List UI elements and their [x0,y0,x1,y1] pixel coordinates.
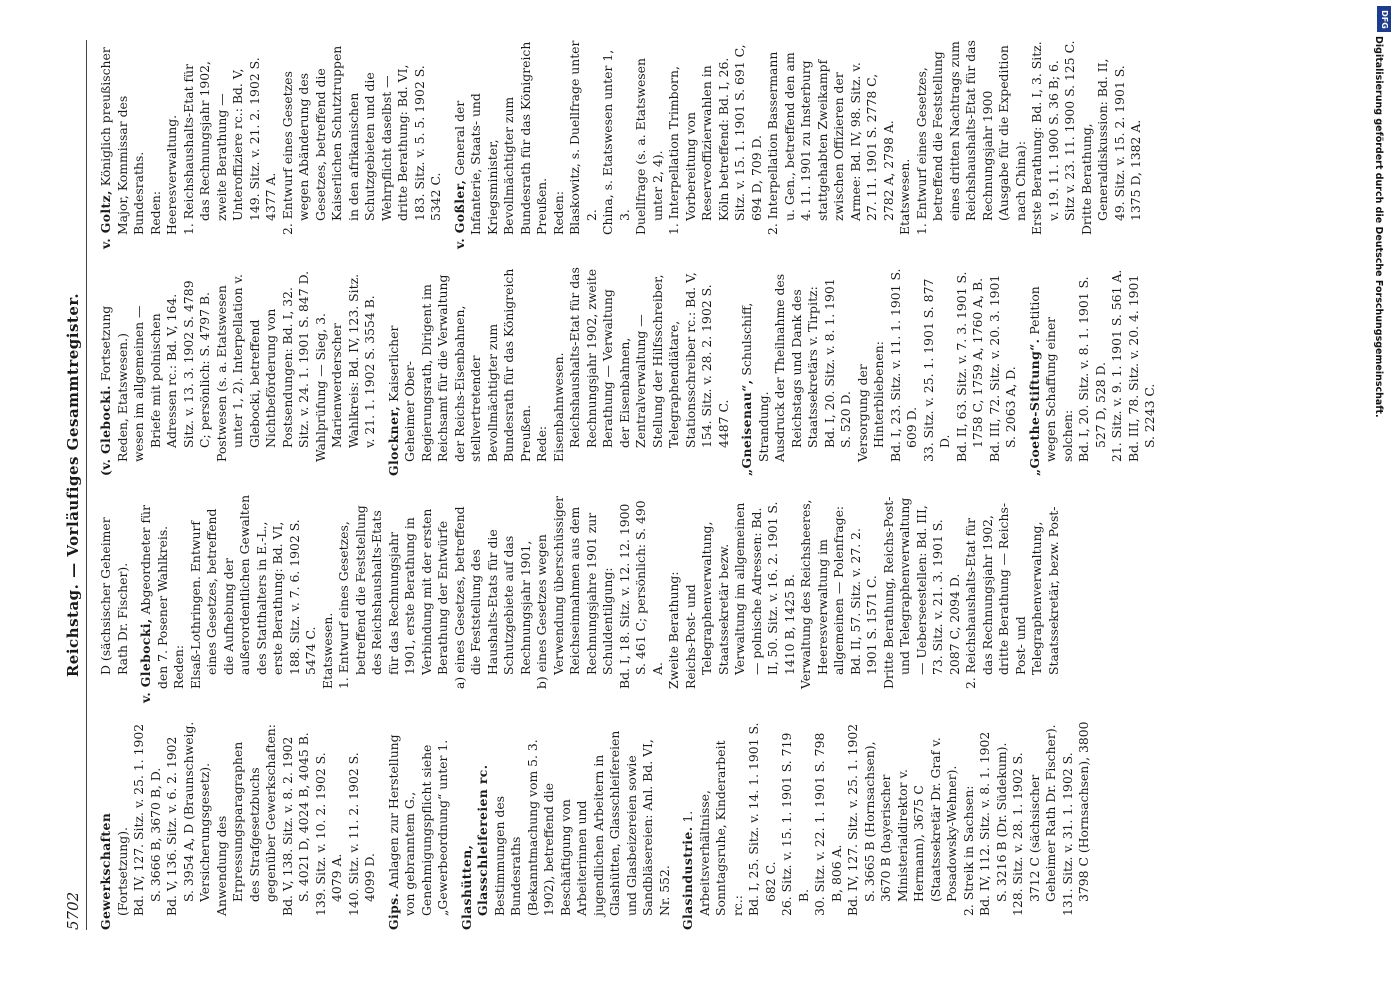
index-entry [138,494,1062,703]
index-entry-text: Kaiserlicher Geheimer Ober-Regierungsrath, Dirigent im Reichsamt für die Verwaltung der Reichs-Eisenbahnen, stellvertretender Bevollmächtigter zum Bundesrath für das Königreich Preußen. [385,268,533,462]
index-entry-line [386,721,452,930]
index-entry-line: Reden: [147,190,163,235]
dfg-logo-icon: DFG [1377,6,1391,32]
index-entry-line: Reichs-Post- und Telegraphenverwaltung, Staatssekretär bezw. Verwaltung im allgemeinen — polnische Adressen: Bd. II, 50. Sitz. v. 16. 2. 1901 S. 1410 B, 1425 B. [682,501,797,689]
index-entry-text: (Fortsetzung). [114,827,130,916]
index-entry-line: Reden: [171,644,186,689]
index-entry-text: 1. Arbeitsverhältnisse, Sonntagsruhe, Kinderarbeit rc.: [680,740,745,916]
index-entry [1027,267,1159,476]
index-entry-line: China, s. Etatswesen unter 1, 3. [600,49,632,235]
page-number: 5702 [64,891,82,930]
index-entry-line: Etatswesen. [319,612,335,689]
running-head: Reichstag. — Vorläufiges Gesammtregister. [64,292,82,678]
index-entry-line [680,721,746,930]
index-entry-text: General der Infanterie, Staats- und Kriegsminister, Bevollmächtigter zum Bundesrath für das Königreich Preußen. [451,41,549,235]
index-entry-line: Elsaß-Lothringen. Entwurf eines Gesetzes, betreffend die Aufhebung der außerordentlichen Gewalten des Statthalters in E.-L., erste Berathung: Bd. VI, 188. Sitz. v. 7. 6. 1902 S. 5474 C. [187,494,318,689]
index-entry-line [459,721,674,930]
index-entry-line [1027,267,1077,476]
index-entry-line: Bd. V, 136. Sitz. v. 6. 2. 1902 S. 3954 A, D (Braunschweig. Versicherungsgesetz). [164,721,212,916]
index-entry-line: Bd. III, 78. Sitz. v. 20. 4. 1901 S. 2243 C. [1125,274,1157,462]
index-entry-text: Abgeordneter für den 7. Posener Wahlkreis. [138,504,170,689]
index-entry [739,267,1020,476]
index-column-right [98,40,1318,476]
index-entry-line: Blaskowitz, s. Duellfrage unter 2. [567,40,599,235]
index-entry-line: Bd. I, 23. Sitz. v. 11. 1. 1901 S. 609 D. [887,268,919,462]
index-entry-line [739,267,772,476]
index-entry-line: 1. Interpellation Trimborn, Vorbereitung von Reserveoffizierwahlen in Köln betreffend: Bd. I, 26. Sitz. v. 15. 1. 1901 S. 691 C, 694 D, 709 D. [666,44,764,235]
index-keyword: v. Goltz, [98,190,113,249]
index-entry-line: Duellfrage (s. a. Etatswesen unter 2, 4). [633,58,665,235]
index-entry-line: Erste Berathung: Bd. I, 3. Sitz. v. 19. 11. 1900 S. 36 B; 6. Sitz v. 23. 11. 1900 S. 125 C. [1029,40,1077,235]
index-entry-line: 1. Reichshaushalts-Etat für das Rechnungsjahr 1902, zweite Berathung — Unteroffiziere rc.: Bd. V, 149. Sitz. v. 21. 2. 1902 S. 4377 A. [180,57,278,235]
index-entry-line: b) eines Gesetzes wegen Verwendung überschüssiger Reichseinnahmen aus dem Rechnungsjahre 1901 zur Schuldentilgung: [534,495,615,689]
index-entry [386,721,452,930]
index-entry-line: 2. Interpellation Bassermann u. Gen., betreffend den am 4. 11. 1901 zu Insterburg stattgehabten Zweikampf zwischen Offizieren der Armee: Bd. IV, 98. Sitz. v. 27. 11. 1901 S. 2778 C, 2782 A, 2798 A. [765,51,896,235]
index-entry [98,40,445,249]
index-entry-line [138,494,171,703]
index-keyword: Glashütten, Glasschleifereien rc. [458,764,490,930]
index-keyword: Glockner, [385,405,401,476]
index-keyword: „Gneisenau“, [739,379,754,476]
index-entry-line: 1. Entwurf eines Gesetzes, betreffend die Feststellung des Reichshaushalts-Etats für das Rechnungsjahr 1901, erste Berathung in Verbindung mit der ersten Berathung der Entwürfe [336,505,450,689]
index-entry-line: Versorgung der Hinterbliebenen: [854,341,886,462]
scanned-page [40,20,1330,950]
index-entry-line [452,40,551,249]
digitization-credit: Digitalisierung gefördert durch die Deutsche Forschungsgemeinschaft. [1373,36,1384,418]
index-entry-line: 30. Sitz. v. 22. 1. 1901 S. 798 B, 806 A. [812,732,844,916]
index-entry-text: Anlagen zur Herstellung von gebranntem G., Genehmigungspflicht siehe „Gewerbeordnung“ unter 1. [385,734,450,916]
index-entry [98,267,379,476]
index-keyword: Gips. [385,892,401,930]
index-entry-text: Schulschiff, Strandung. [739,302,771,462]
index-entry-line: 2. Entwurf eines Gesetzes wegen Abänderung des Gesetzes, betreffend die Kaiserlichen Schutztruppen in den afrikanischen Schutzgebieten und die Wehrpflicht daselbst — dritte Berathung: Bd. VI, 183. Sitz. v. 5. 5. 1902 S. 5342 C. [279,45,443,235]
index-entry-line: Dritte Berathung, Generaldiskussion: Bd. II, 49. Sitz. v. 15. 2. 1901 S. 1375 D, 1382 A. [1078,58,1143,235]
index-entry-line: Eisenbahnwesen. Reichshaushalts-Etat für das Rechnungsjahr 1902, zweite Berathung — Verwaltung der Eisenbahnen, Zentralverwaltung — Stellung der Hilfsschreiber, Telegraphendiätare, Stationsschreiber rc.: Bd. V, 154. Sitz. v. 28. 2. 1902 S. 4487 C. [550,267,731,462]
index-keyword: v. Goßler, [451,179,467,249]
page-header [62,40,87,930]
index-entry-line: Bd. II, 63. Sitz. v. 7. 3. 1901 S. 1758 C, 1759 A, 1760 A, B. [953,271,985,462]
index-entry-line: Anwendung des Erpressungsparagraphen des Strafgesetzbuchs gegenüber Gewerkschaften: [213,724,278,916]
index-entry [459,721,674,930]
index-keyword: „Goethe-Stiftung“. [1026,338,1042,476]
index-entry-line: Reden: [550,190,566,235]
index-entry-line: 139. Sitz. v. 10. 2. 1902 S. 4079 A. [312,752,344,916]
index-column-left [98,494,1318,930]
index-entry [452,40,1145,249]
index-entry-line: Heeresverwaltung. [164,114,179,235]
index-entry-line: Postwesen (s. a. Etatswesen unter 1, 2). Interpellation v. Glebocki, betreffend Nichtbeförderung von Postsendungen: Bd. I, 32. Sitz. v. 24. 1. 1901 S. 847 D. [213,270,311,462]
index-entry-line: 26. Sitz. v. 15. 1. 1901 S. 719 B. [779,732,811,916]
index-entry-line: 128. Sitz. v. 28. 1. 1902 S. 3712 C (sächsischer Geheimer Rath Dr. Fischer). [1010,724,1058,916]
index-entry-line: a) eines Gesetzes, betreffend die Feststellung des Haushalts-Etats für die Schutzgebiete auf das Rechnungsjahr 1901, [451,506,533,689]
index-keyword: v. Glebocki, [138,618,153,703]
index-entry-line: 131. Sitz. v. 31. 1. 1902 S. 3798 C (Hornsachsen), 3800 D (sächsischer Geheimer Rath Dr. Fischer). [98,517,1091,916]
index-entry-text: Petition wegen Schaffung einer solchen: [1026,286,1075,462]
index-entry-line: Rede: [534,425,549,462]
index-entry-line: wesen im allgemeinen — Briefe mit polnischen Adressen rc.: Bd. V, 164. Sitz. v. 13. 3. 1902 S. 4789 C; persönlich: S. 4797 B. [131,280,212,462]
index-entry-line: 2. Reichshaushalts-Etat für das Rechnungsjahr 1902, dritte Berathung — Reichs-Post- und Telegraphenverwaltung, Staatssekretär, bezw. Post- [963,502,1061,689]
index-entry-text: Bestimmungen des Bundesraths (Bekanntmachung vom 5. 3. 1902), betreffend die Beschäftigung von Arbeiterinnen und jugendlichen Arbeitern in Glashütten, Glasschleifereien und Glasbeizereien sowie Sandbläsereien: Anl. Bd. VI, Nr. 552. [491,730,672,916]
index-entry-line: 21. Sitz. v. 9. 1. 1901 S. 561 A. [1109,269,1124,462]
index-entry-line: Ausdruck der Theilnahme des Reichstags und Dank des Staatssekretärs v. Tirpitz: Bd. I, 20. Sitz. v. 8. 1. 1901 S. 520 D. [772,273,853,462]
index-entry-line [98,267,131,476]
index-entry-line [98,40,148,249]
index-entry-line: Dritte Berathung, Reichs-Post- und Telegraphenverwaltung — Ueberseestellen: Bd. III, 73. Sitz. v. 21. 3. 1901 S. 2087 C, 2094 D. [880,496,962,689]
index-entry-line [98,721,131,930]
index-entry [98,721,379,930]
index-entry-line: Verwaltung des Reichsheeres, Heeresverwaltung im allgemeinen — Polenfrage: Bd. II, 57. Sitz. v. 27. 2. 1901 S. 1571 C. [798,499,879,689]
index-entry-text: Königlich preußischer Major, Kommissar des Bundesraths. [98,47,146,235]
index-keyword: (v. Glebocki. [98,385,113,476]
index-entry-line: 33. Sitz. v. 25. 1. 1901 S. 877 D. [920,278,952,462]
index-keyword: Gewerkschaften [98,812,113,930]
index-entry-line: Bd. V, 138. Sitz. v. 8. 2. 1902 S. 4021 D, 4024 B, 4045 B. [279,732,311,916]
index-keyword: Glasindustrie. [680,826,695,930]
index-entry-line: Bd. I, 18. Sitz. v. 12. 12. 1900 S. 461 C; persönlich: S. 490 A. [616,500,665,689]
index-entry-line [386,267,535,476]
index-entry-line: Etatswesen. [897,158,912,235]
index-entry-line: Zweite Berathung: [666,571,681,689]
index-entry-line: Bd. IV, 127. Sitz. v. 25. 1. 1902 S. 3666 B, 3670 B, D. [131,723,163,916]
index-entry-line: Wahlprüfung — Sieg, 3. Marienwerderscher Wahlkreis: Bd. IV, 123. Sitz. v. 21. 1. 1902 S. 3554 B. [312,273,377,462]
index-entry-line: 140. Sitz. v. 11. 2. 1902 S. 4099 D. [345,752,377,916]
index-entry-line: 2. Streik in Sachsen: [960,785,976,916]
index-entry-line: Bd. I, 25. Sitz. v. 14. 1. 1901 S. 682 C. [746,722,778,916]
index-columns [98,40,1318,930]
index-entry-line: Bd. III, 72. Sitz. v. 20. 3. 1901 S. 2063 A, D. [986,274,1018,462]
index-entry-line: Bd. IV, 112. Sitz. v. 8. 1. 1902 S. 3216 B (Dr. Südekum). [977,731,1009,916]
index-entry-line: 1. Entwurf eines Gesetzes, betreffend die Feststellung eines dritten Nachtrags zum Reichshaushalts-Etat für das Rechnungsjahr 1900 (Ausgabe für die Expedition nach China): [913,40,1028,235]
index-entry-text: Fortsetzung Reden, Etatswesen.) [98,305,130,462]
index-entry [386,267,733,476]
index-entry-line: Bd. I, 20. Sitz. v. 8. 1. 1901 S. 527 D, 528 D. [1076,276,1108,462]
index-entry-line: Bd. IV, 127. Sitz. v. 25. 1. 1902 S. 3665 B (Hornsachsen), 3670 B (bayerischer Ministerialdirektor v. Hermann), 3675 C (Staatssekretär Dr. Graf v. Posadowsky-Wehner). [845,723,959,916]
